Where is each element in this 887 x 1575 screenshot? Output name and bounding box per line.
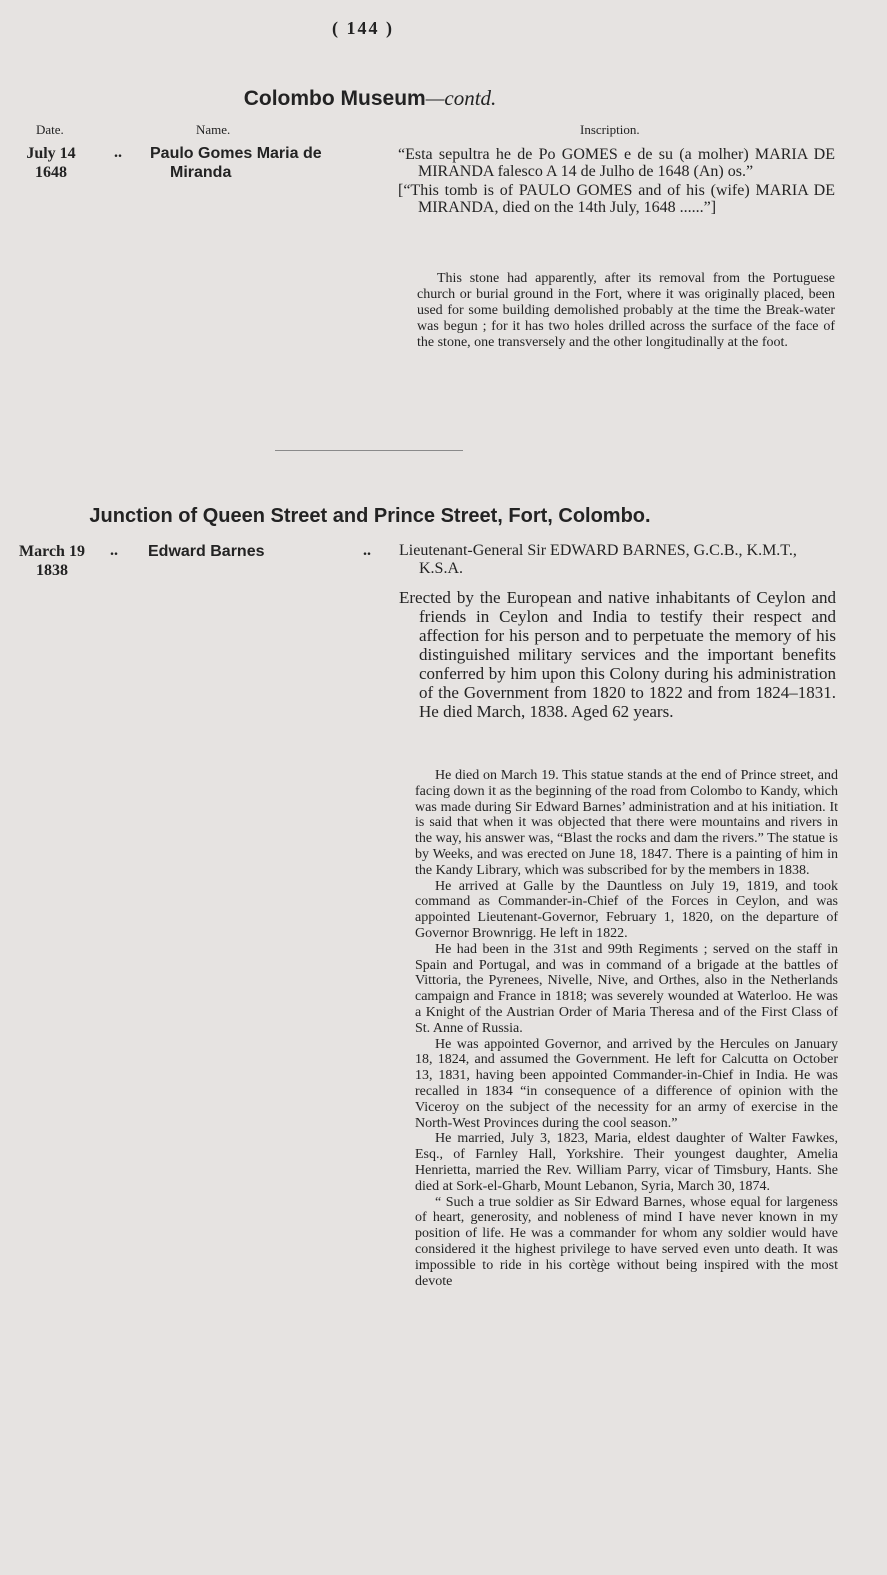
inscription-english: [“This tomb is of PAULO GOMES and of his (wife) MARIA DE MIRANDA, died on the 14th July, 1648 ......”] xyxy=(398,182,835,216)
column-header-name: Name. xyxy=(196,122,231,137)
biography-paragraph: He arrived at Galle by the Dauntless on July 19, 1819, and took command as Commander-in-Chief of the Forces in Ceylon, and was appointed Lieutenant-Governor, February 1, 1820, on the departure of Governor Brownrigg. He left in 1822. xyxy=(415,878,838,941)
section-divider xyxy=(275,450,463,451)
entry-date xyxy=(10,542,94,580)
section-title-colombo-museum xyxy=(0,86,740,111)
entry-date xyxy=(18,144,84,182)
section-title-contd: —contd. xyxy=(425,86,497,110)
entry-date-day: March 19 xyxy=(19,543,85,560)
biography-paragraph: He had been in the 31st and 99th Regiments ; served on the staff in Spain and Portugal, and was in command of a brigade at the battles of Vittoria, the Pyrenees, Nivelle, Nive, and Orthes, also in the Netherlands campaign and France in 1818; was severely wounded at Waterloo. He was a Knight of the Austrian Order of Maria Theresa and of the First Class of St. Anne of Russia. xyxy=(415,941,838,1036)
entry-date-day: July 14 xyxy=(26,145,76,162)
entry-name xyxy=(150,144,322,182)
column-header-date: Date. xyxy=(36,122,64,137)
inscription-text: Erected by the European and native inhabitants of Ceylon and friends in Ceylon and India to testify their respect and affection for his person and to perpetuate the memory of his distinguished military services and the important benefits conferred by him upon this Colony during his administration of the Government from 1820 to 1822 and from 1824–1831. He died March, 1838. Aged 62 years. xyxy=(399,588,836,721)
leader-dots: .. xyxy=(114,144,122,161)
inscription-block xyxy=(398,146,835,216)
biography-paragraph: He married, July 3, 1823, Maria, eldest daughter of Walter Fawkes, Esq., of Farnley Hall, Yorkshire. Their youngest daughter, Amelia Henrietta, married the Rev. William Parry, vicar of Timsbury, Hants. She died at Sork-el-Gharb, Mount Lebanon, Syria, March 30, 1874. xyxy=(415,1131,838,1194)
biography-block xyxy=(415,768,838,1289)
inscription-heading-text: Lieutenant-General Sir EDWARD BARNES, G.C.B., K.M.T., K.S.A. xyxy=(399,542,797,577)
entry-name-line2: Miranda xyxy=(170,164,232,181)
entry-date-year: 1648 xyxy=(35,164,67,181)
section-title-junction: Junction of Queen Street and Prince Street, Fort, Colombo. xyxy=(89,505,651,527)
leader-dots: .. xyxy=(363,542,371,559)
section-title-text: Colombo Museum xyxy=(243,87,426,110)
column-header-inscription: Inscription. xyxy=(580,122,640,137)
entry-date-year: 1838 xyxy=(36,562,68,579)
inscription-note: This stone had apparently, after its removal from the Portuguese church or burial ground in the Fort, where it was originally placed, been used for some building demolished probably at the time the Break-water was begun ; for it has two holes drilled across the surface of the face of the stone, one transversely and the other longitudinally at the foot. xyxy=(417,271,835,350)
page-number: ( 144 ) xyxy=(332,18,394,38)
biography-paragraph: He died on March 19. This statue stands at the end of Prince street, and facing down it as the beginning of the road from Colombo to Kandy, which was made during Sir Edward Barnes’ administration and at his initiation. It is said that when it was objected that there were mountains and rivers in the way, his answer was, “Blast the rocks and dam the rivers.” The statue is by Weeks, and was erected on June 18, 1847. There is a painting of him in the Kandy Library, which was subscribed for by the members in 1838. xyxy=(415,768,838,878)
inscription-portuguese: “Esta sepultra he de Po GOMES e de su (a molher) MARIA DE MIRANDA falesco A 14 de Julho de 1648 (An) os.” xyxy=(398,146,835,180)
entry-name: Edward Barnes xyxy=(148,543,265,560)
biography-paragraph: He was appointed Governor, and arrived by the Hercules on January 18, 1824, and assumed the Government. He left for Calcutta on October 13, 1831, having been appointed Commander-in-Chief in India. He was recalled in 1834 “in consequence of a difference of opinion with the Viceroy on the subject of the necessity for an army of exercise in the North-West Provinces during the cool season.” xyxy=(415,1036,838,1131)
entry-name-line1: Paulo Gomes Maria de xyxy=(150,145,322,162)
leader-dots: .. xyxy=(110,542,118,559)
biography-paragraph: “ Such a true soldier as Sir Edward Barnes, whose equal for largeness of heart, generosity, and nobleness of mind I have never known in my position of life. He was a commander for whom any soldier would have considered it the highest privilege to have served even unto death. It was impossible to ride in his cortège without being inspired with the most devote xyxy=(415,1194,838,1289)
inscription-heading xyxy=(399,542,839,578)
